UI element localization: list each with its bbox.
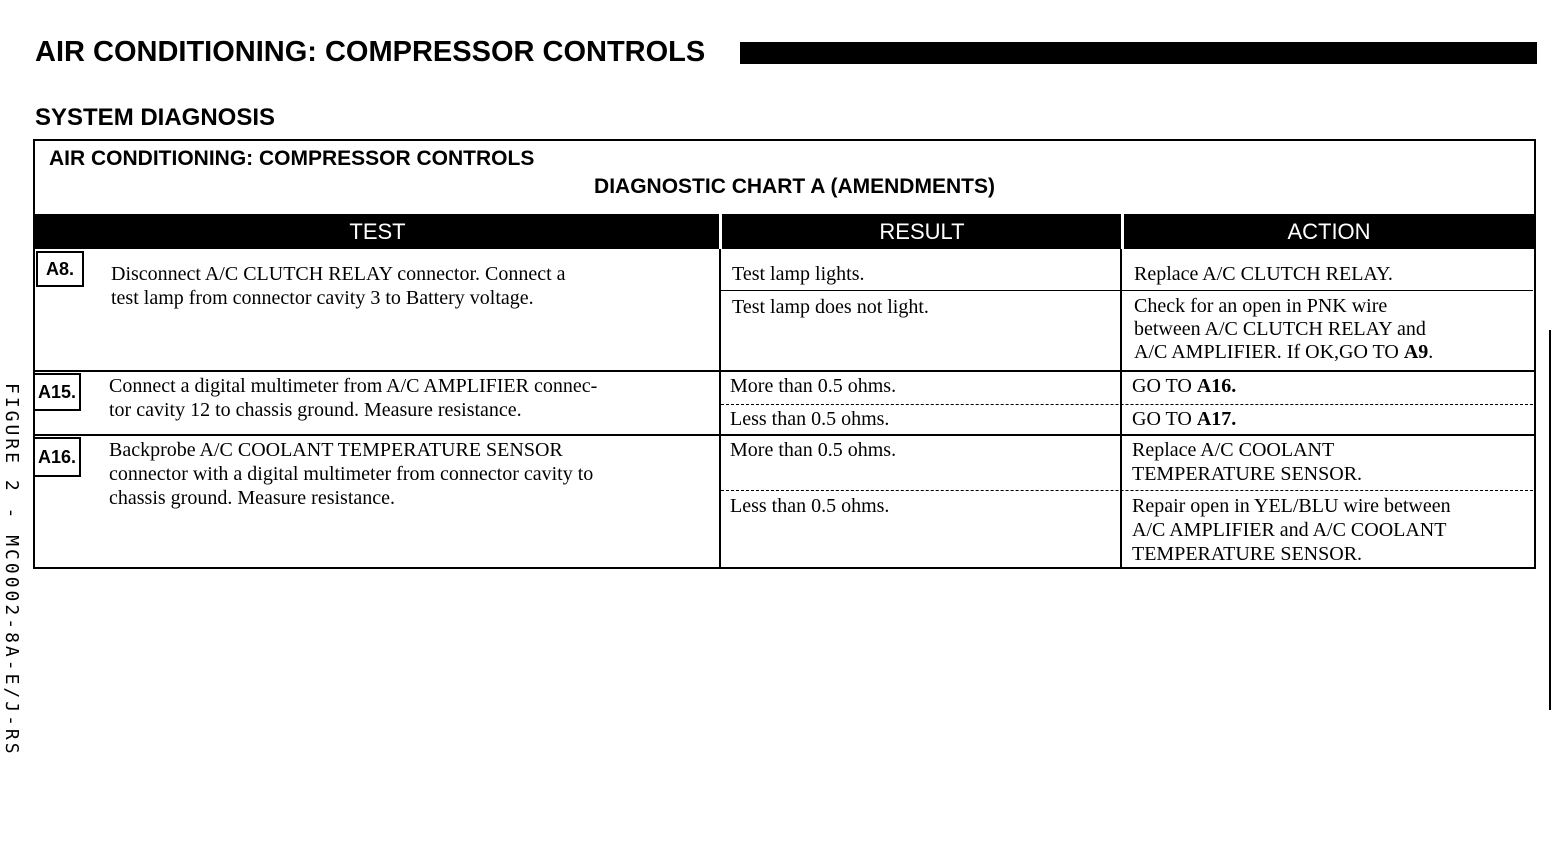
action-text [1132, 438, 1362, 486]
test-line: Backprobe A/C COOLANT TEMPERATURE SENSOR [109, 439, 563, 461]
test-line: chassis ground. Measure resistance. [109, 487, 396, 509]
step-id-a8: A8. [36, 251, 84, 287]
test-line: test lamp from connector cavity 3 to Battery voltage. [111, 287, 534, 309]
action-text [1134, 295, 1433, 364]
action-line-text: GO TO [1132, 375, 1197, 397]
result-text: Less than 0.5 ohms. [730, 408, 890, 430]
diagnostic-chart [33, 139, 1536, 569]
action-line: Repair open in YEL/BLU wire between [1132, 495, 1451, 517]
step-reference: A17. [1196, 408, 1237, 430]
row-separator [721, 290, 1533, 291]
test-text-a16 [109, 438, 593, 510]
action-text [1132, 407, 1236, 431]
page-edge-line [1549, 330, 1551, 710]
test-line: Disconnect A/C CLUTCH RELAY connector. Connect a [111, 263, 566, 285]
column-header-action: ACTION [1287, 219, 1371, 244]
result-text: More than 0.5 ohms. [730, 439, 897, 461]
page-title: AIR CONDITIONING: COMPRESSOR CONTROLS [35, 36, 706, 68]
chart-title: DIAGNOSTIC CHART A (AMENDMENTS) [594, 175, 995, 198]
column-header-result: RESULT [879, 219, 965, 244]
chart-subtitle: AIR CONDITIONING: COMPRESSOR CONTROLS [49, 147, 535, 170]
step-reference: A16. [1196, 375, 1237, 397]
step-separator [35, 370, 1534, 372]
result-text: Less than 0.5 ohms. [730, 495, 890, 517]
column-header-test: TEST [349, 219, 406, 244]
step-reference: A9 [1403, 341, 1429, 363]
section-title: SYSTEM DIAGNOSIS [35, 104, 276, 131]
action-line [1134, 341, 1433, 364]
test-text-a8 [111, 262, 566, 310]
action-line-text: A/C AMPLIFIER. If OK,GO TO [1134, 341, 1404, 363]
action-line: TEMPERATURE SENSOR. [1132, 463, 1363, 485]
test-text-a15 [109, 374, 597, 422]
action-line: A/C AMPLIFIER and A/C COOLANT [1132, 519, 1447, 541]
column-divider [1120, 249, 1122, 569]
action-text [1132, 374, 1236, 398]
row-separator [721, 490, 1533, 491]
action-line: Replace A/C CLUTCH RELAY. [1134, 263, 1393, 285]
action-line: TEMPERATURE SENSOR. [1132, 543, 1363, 565]
action-line: between A/C CLUTCH RELAY and [1134, 318, 1426, 340]
action-line: Check for an open in PNK wire [1134, 295, 1388, 317]
title-rule-bar [740, 42, 1537, 64]
test-line: Connect a digital multimeter from A/C AMPLIFIER connec- [109, 375, 598, 397]
step-separator [35, 434, 1534, 436]
test-line: connector with a digital multimeter from connector cavity to [109, 463, 594, 485]
action-line: Replace A/C COOLANT [1132, 439, 1335, 461]
action-line-text: . [1428, 341, 1434, 363]
result-text: Test lamp does not light. [732, 296, 929, 318]
step-id-a15: A15. [33, 373, 81, 411]
result-text: More than 0.5 ohms. [730, 375, 897, 397]
column-header-row [35, 214, 1534, 249]
row-separator [721, 404, 1533, 405]
column-divider [719, 249, 721, 569]
action-text [1132, 494, 1451, 566]
step-id-a16: A16. [33, 437, 81, 477]
figure-caption: FIGURE 2 - MC0002-8A-E/J-RS [1, 383, 22, 757]
action-line-text: GO TO [1132, 408, 1197, 430]
action-text [1134, 262, 1393, 286]
test-line: tor cavity 12 to chassis ground. Measure resistance. [109, 399, 522, 421]
result-text: Test lamp lights. [732, 263, 865, 285]
